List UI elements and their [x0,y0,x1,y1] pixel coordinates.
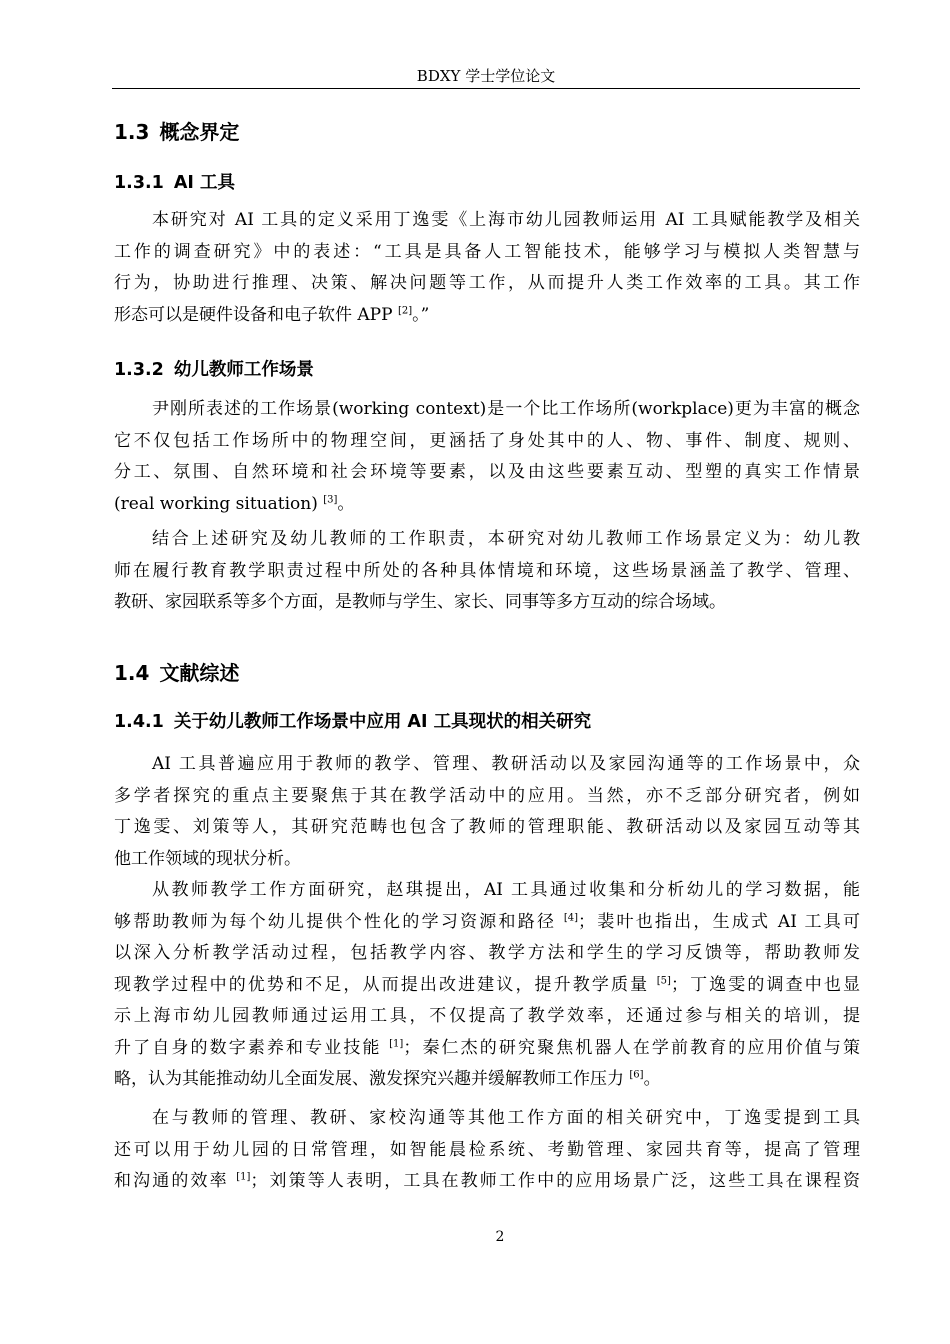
paragraph-overview [114,749,860,875]
text-line: AI 工具普遍应用于教师的教学、管理、教研活动以及家园沟通等的工作场景中，众 [152,754,860,774]
text-line: 够帮助教师为每个幼儿提供个性化的学习资源和路径 [4]；裴叶也指出，生成式 AI 工具可 [114,911,860,932]
page-header: BDXY 学士学位论文 [416,67,556,85]
text-line: 工作的调查研究》中的表述：“工具是具备人工智能技术，能够学习与模拟人类智慧与 [114,241,860,262]
text-line: 略，认为其能推动幼儿全面发展、激发探究兴趣并缓解教师工作压力 [6]。 [114,1069,661,1089]
section-number: 1.3 [114,120,150,144]
subsection-heading-1-4-1 [114,710,591,734]
text-line: 它不仅包括工作场所中的物理空间，更涵括了身处其中的人、物、事件、制度、规则、 [114,430,860,451]
text-line: 还可以用于幼儿园的日常管理，如智能晨检系统、考勤管理、家园共育等，提高了管理 [114,1139,860,1160]
paragraph-ai-tool-definition [114,205,860,331]
section-number: 1.3.1 [114,173,164,193]
text-line: 多学者探究的重点主要聚焦于其在教学活动中的应用。当然，亦不乏部分研究者，例如 [114,785,860,806]
citation: [6] [629,1069,644,1081]
citation: [1] [389,1037,404,1049]
paragraph-teaching-research [114,875,860,1096]
section-heading-1-3 [114,119,239,145]
citation: [2] [397,304,413,316]
section-title: 关于幼儿教师工作场景中应用 AI 工具现状的相关研究 [173,712,592,732]
paragraph-scene-definition [114,524,860,619]
citation: [3] [323,493,338,505]
section-title: 概念界定 [159,120,240,144]
header-rule [112,88,860,89]
section-title: 幼儿教师工作场景 [173,360,314,380]
section-number: 1.4.1 [114,712,164,732]
text-line: 以深入分析教学活动过程，包括教学内容、教学方法和学生的学习反馈等，帮助教师发 [114,943,860,963]
citation: [5] [656,974,671,986]
section-title: AI 工具 [173,173,235,193]
text-line: 在与教师的管理、教研、家校沟通等其他工作方面的相关研究中，丁逸雯提到工具 [152,1108,860,1128]
subsection-heading-1-3-2 [114,358,314,382]
paragraph-management-research [114,1103,860,1198]
section-number: 1.3.2 [114,360,164,380]
text-line: 和沟通的效率 [1]；刘策等人表明，工具在教师工作中的应用场景广泛，这些工具在课程资 [114,1171,860,1191]
text-line: 形态可以是硬件设备和电子软件 APP [2]。” [114,304,430,325]
text-line: 丁逸雯、刘策等人，其研究范畴也包含了教师的管理职能、教研活动以及家园互动等其 [114,817,860,837]
text-line: 教研、家园联系等多个方面，是教师与学生、家长、同事等多方互动的综合场域。 [114,592,726,612]
text-line: 尹刚所表述的工作场景(working context)是一个比工作场所(workplace)更为丰富的概念 [152,399,860,419]
text-line: 师在履行教育教学职责过程中所处的各种具体情境和环境，这些场景涵盖了教学、管理、 [114,560,860,581]
citation: [4] [563,911,579,923]
text-line: 行为，协助进行推理、决策、解决问题等工作，从而提升人类工作效率的工具。其工作 [114,273,860,293]
section-title: 文献综述 [159,661,240,685]
page-number: 2 [495,1229,505,1245]
text-line: (real working situation) [3]。 [114,493,355,514]
text-line: 他工作领域的现状分析。 [114,848,301,869]
text-line: 现教学过程中的优势和不足，从而提出改进建议，提升教学质量 [5]；丁逸雯的调查中也显 [114,974,860,995]
subsection-heading-1-3-1 [114,171,235,195]
paragraph-work-context [114,394,860,520]
text-line: 示上海市幼儿园教师通过运用工具，不仅提高了教学效率，还通过参与相关的培训，提 [114,1006,860,1026]
section-heading-1-4 [114,660,239,686]
section-number: 1.4 [114,661,150,685]
text-line: 分工、氛围、自然环境和社会环境等要素，以及由这些要素互动、型塑的真实工作情景 [114,462,860,482]
text-line: 本研究对 AI 工具的定义采用丁逸雯《上海市幼儿园教师运用 AI 工具赋能教学及相关 [152,210,860,230]
text-line: 从教师教学工作方面研究，赵琪提出，AI 工具通过收集和分析幼儿的学习数据，能 [152,880,860,900]
citation: [1] [236,1171,251,1183]
text-line: 升了自身的数字素养和专业技能 [1]；秦仁杰的研究聚焦机器人在学前教育的应用价值与策 [114,1037,860,1058]
text-line: 结合上述研究及幼儿教师的工作职责，本研究对幼儿教师工作场景定义为：幼儿教 [152,529,860,549]
